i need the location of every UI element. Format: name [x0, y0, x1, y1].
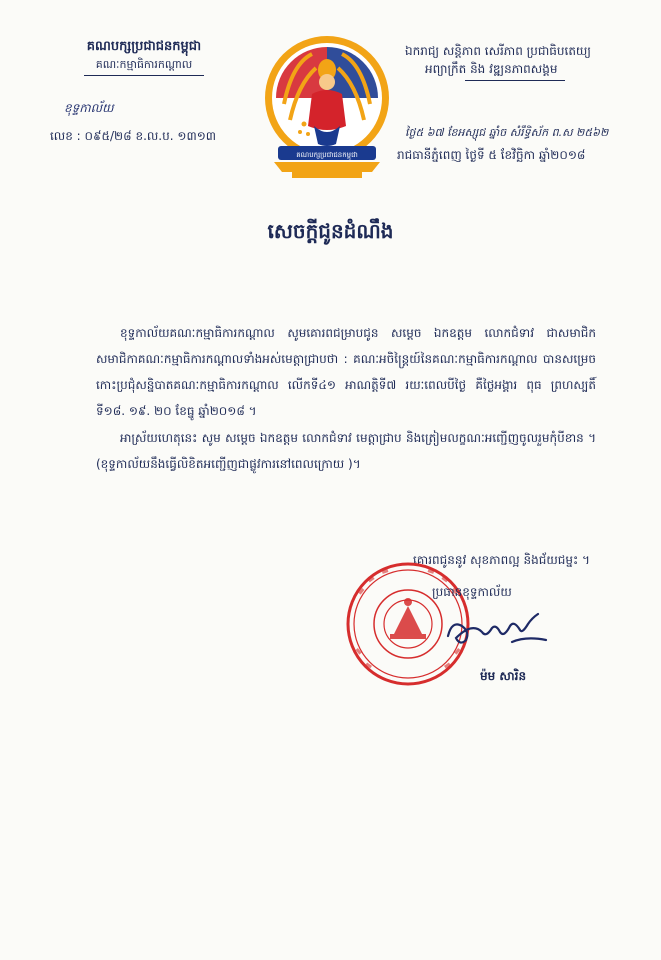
cabinet-label: ខុទ្ទកាល័យ: [64, 101, 114, 115]
emblem-banner-text: គណបក្សប្រជាជនកម្ពុជា: [296, 151, 358, 159]
solar-date: រាជធានីភ្នំពេញ ថ្ងៃទី ៥ ខែវិច្ឆិកា ឆ្នាំ២០១៨: [397, 148, 586, 162]
signer-name: ម៉ម សារិន: [480, 669, 527, 683]
document-title: សេចក្តីជូនដំណឹង: [267, 219, 394, 243]
right-header: [405, 42, 645, 81]
party-name: គណបក្សប្រជាជនកម្ពុជា: [86, 39, 202, 54]
closing-salutation: គោរពជូននូវ សុខភាពល្អ និងជ័យជម្នះ ។: [413, 553, 590, 567]
national-motto-line1: ឯករាជ្យ សន្តិភាព សេរីភាព ប្រជាធិបតេយ្យ: [405, 44, 591, 58]
body-paragraph-2: អាស្រ័យហេតុនេះ សូម សម្ដេច ឯកឧត្តម លោកជំទាវ មេត្តាជ្រាប និងត្រៀមលក្ខណៈអញ្ជើញចូលរួមកុំបីខាន ។ (ខុទ្ទកាល័យនឹងធ្វើលិខិតអញ្ជើញជាផ្លូវការនៅពេលក្រោយ )។: [96, 431, 596, 471]
lunar-date: ថ្ងៃ៥ ៦៧ ខែអស្សុជ ឆ្នាំច សំរឹទ្ធិស័ក ព.ស ២៥៦២: [405, 126, 609, 139]
party-emblem: [262, 34, 392, 182]
handwritten-signature: [442, 602, 554, 654]
body-paragraph-1: ខុទ្ទកាល័យគណៈកម្មាធិការកណ្ដាល សូមគោរពជម្រាបជូន សម្ដេច ឯកឧត្តម លោកជំទាវ ជាសមាជិក សមាជិកាគណៈកម្មាធិការកណ្ដាលទាំងអស់មេត្តាជ្រាបថា : គណៈអចិន្ត្រៃយ៍នៃគណៈកម្មាធិការកណ្ដាល បានសម្រេច កោះប្រជុំសន្និបាតគណៈកម្មាធិការកណ្ដាល លើកទី៤១ អាណត្តិទី៧ រយៈពេលបីថ្ងៃ គឺថ្ងៃអង្គារ ពុធ ព្រហស្បតិ៍ ទី១៨. ១៩. ២០ ខែធ្នូ ឆ្នាំ២០១៨ ។: [96, 326, 597, 418]
header-divider: [84, 75, 204, 76]
signatory-title: ប្រធានខុទ្ទកាល័យ: [432, 585, 512, 599]
reference-number: លេខ : ០៩៥/២៨ ខ.ល.ប. ១៣១៣: [50, 129, 217, 143]
motto-divider: [465, 80, 565, 81]
left-header: [44, 38, 244, 76]
national-motto-line2: អព្យាក្រឹត និង វឌ្ឍនភាពសង្គម: [425, 62, 558, 76]
committee-name: គណៈកម្មាធិការកណ្ដាល: [95, 58, 193, 71]
